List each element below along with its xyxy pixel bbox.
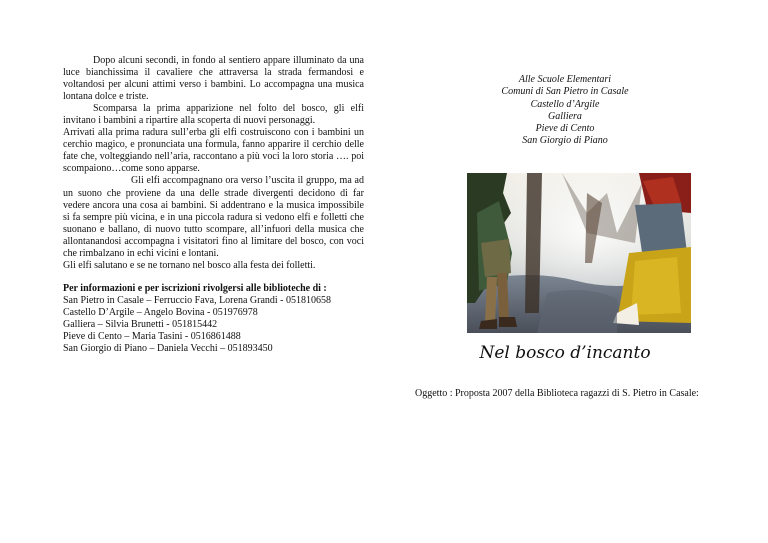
addressee-line: Alle Scuole Elementari [518,74,612,85]
subject-line: Oggetto : Proposta 2007 della Biblioteca ragazzi di S. Pietro in Casale: [415,388,699,399]
addressee-block [465,74,665,148]
story-paragraph: Gli elfi accompagnano ora verso l’uscita il gruppo, ma ad un suono che proviene da una delle strade divergenti decidono di far vedere ancora una cosa ai bambini. Si addentrano e la musica impossibile si fa sempre più vicina, e in una piccola radura si vedono elfi e folletti che suonano e ballano, di nuovo tutto scompare, all’infuori della musica che allontanandosi accompagna i visitatori fino al limitare del bosco, con voci che rimbalzano in echi vicini e lontani. [63,175,364,259]
story-paragraph: Scomparsa la prima apparizione nel folto del bosco, gli elfi invitano i bambini a ripartire alla scoperta di nuovi personaggi. [63,103,364,127]
story-paragraph: Gli elfi salutano e se ne tornano nel bosco alla festa dei folletti. [63,259,316,271]
addressee-line: Galliera [548,110,582,122]
contacts-heading: Per informazioni e per iscrizioni rivolgersi alle biblioteche di : [63,282,327,294]
story-column [63,55,364,355]
story-paragraph: Arrivati alla prima radura sull’erba gli elfi costruiscono con i bambini un cerchio magico, e pronunciata una formula, fanno apparire il cerchio delle fate che, volteggiando nell’aria, raccontano a più voci la loro storia …. poi scompaiono…come sono apparse. [63,127,364,175]
story-paragraph: Dopo alcuni secondi, in fondo al sentiero appare illuminato da una luce bianchissima il cavaliere che attraversa la strada fermandosi e voltandosi per alcuni attimi verso i bambini. Lo accompagna una musica lontana dolce e triste. [63,55,364,103]
contact-line: San Giorgio di Piano – Daniela Vecchi – 051893450 [63,343,273,355]
contact-line: Galliera – Silvia Brunetti - 051815442 [63,318,218,330]
booklet-title: Nel bosco d’incanto [479,343,651,363]
library-contacts [63,283,364,355]
addressee-line: Comuni di San Pietro in Casale [501,86,629,98]
addressee-line: San Giorgio di Piano [522,135,608,147]
forest-painting-image [467,173,691,333]
addressee-line: Pieve di Cento [535,123,595,135]
contact-line: Pieve di Cento – Maria Tasini - 0516861488 [63,331,241,343]
contact-line: Castello D’Argile – Angelo Bovina - 051976978 [63,306,258,318]
addressee-line: Castello d’Argile [530,98,600,110]
contact-line: San Pietro in Casale – Ferruccio Fava, Lorena Grandi - 051810658 [63,294,331,306]
